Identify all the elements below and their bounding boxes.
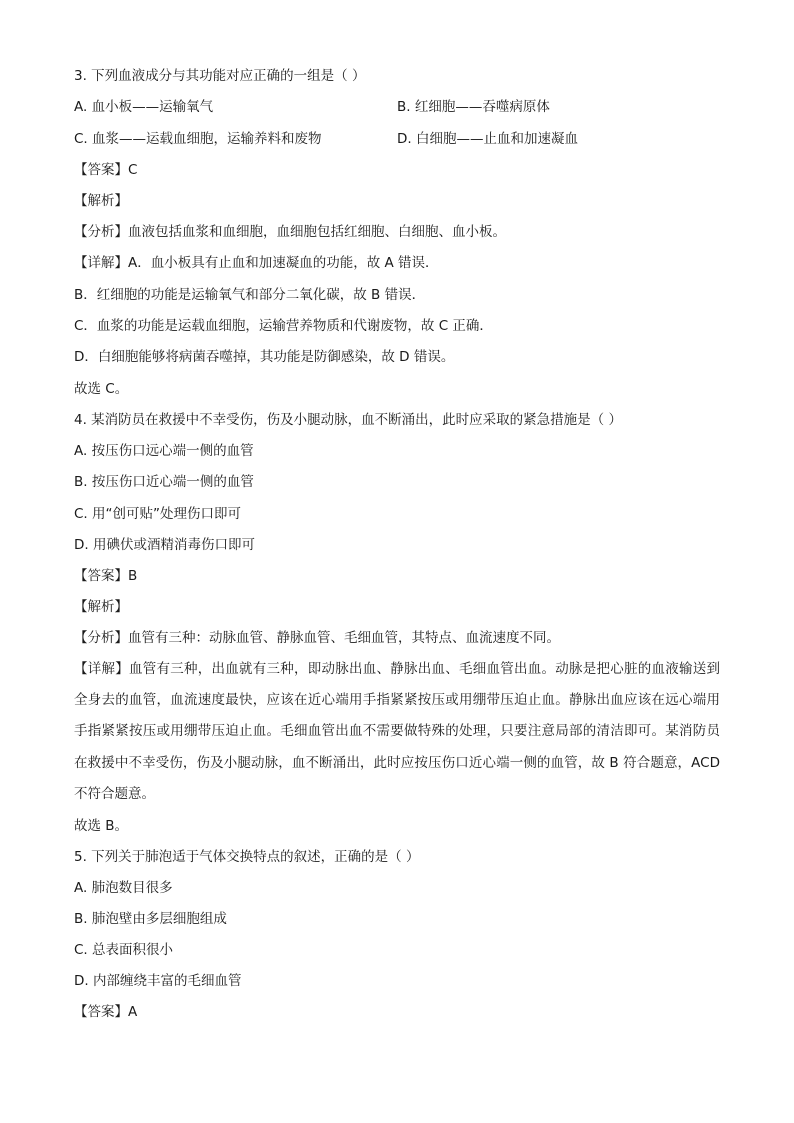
q5-option-c: C. 总表面积很小 [74,942,174,958]
q3-conclusion: 故选 C。 [74,381,129,397]
q3-option-c: C. 血浆——运载血细胞，运输养料和废物 [74,131,322,147]
q3-fenxi: 【分析】血液包括血浆和血细胞，血细胞包括红细胞、白细胞、血小板。 [74,224,506,240]
q4-conclusion: 故选 B。 [74,818,129,834]
q3-option-d: D. 白细胞——止血和加速凝血 [397,131,578,147]
q4-fenxi: 【分析】血管有三种：动脉血管、静脉血管、毛细血管，其特点、血流速度不同。 [74,630,560,646]
q5-answer: 【答案】A [74,1004,138,1020]
q4-stem: 4. 某消防员在救援中不幸受伤，伤及小腿动脉，血不断涌出，此时应采取的紧急措施是（ ） [74,412,622,428]
q4-option-d: D. 用碘伏或酒精消毒伤口即可 [74,537,255,553]
q3-xiangjie-4: D．白细胞能够将病菌吞噬掉，其功能是防御感染，故 D 错误。 [74,349,455,365]
q3-answer: 【答案】C [74,162,138,178]
q5-option-a: A. 肺泡数目很多 [74,880,173,896]
q4-option-b: B. 按压伤口近心端一侧的血管 [74,474,254,490]
q3-xiangjie-3: C．血浆的功能是运载血细胞，运输营养物质和代谢废物，故 C 正确． [74,318,493,334]
q3-xiangjie-2: B．红细胞的功能是运输氧气和部分二氧化碳，故 B 错误． [74,287,426,303]
q5-option-b: B. 肺泡壁由多层细胞组成 [74,911,227,927]
q4-option-c: C. 用“创可贴”处理伤口即可 [74,506,241,522]
q3-analysis-label: 【解析】 [74,193,128,209]
q4-option-a: A. 按压伤口远心端一侧的血管 [74,443,254,459]
q5-option-d: D. 内部缠绕丰富的毛细血管 [74,973,242,989]
q3-stem: 3. 下列血液成分与其功能对应正确的一组是（ ） [74,68,366,84]
q4-xiangjie: 【详解】血管有三种，出血就有三种，即动脉出血、静脉出血、毛细血管出血。动脉是把心脏的血液输送到全身去的血管，血流速度最快，应该在近心端用手指紧紧按压或用绷带压迫止血。静脉出血应该在远心端用手指紧紧按压或用绷带压迫止血。毛细血管出血不需要做特殊的处理，只要注意局部的清洁即可。某消防员在救援中不幸受伤，伤及小腿动脉，血不断涌出，此时应按压伤口近心端一侧的血管，故 B 符合题意，ACD 不符合题意。 [74,661,720,802]
q5-stem: 5. 下列关于肺泡适于气体交换特点的叙述，正确的是（ ） [74,849,420,865]
q4-answer: 【答案】B [74,568,138,584]
q3-option-a: A. 血小板——运输氧气 [74,99,214,115]
q3-option-b: B. 红细胞——吞噬病原体 [397,99,550,115]
q4-analysis-label: 【解析】 [74,599,128,615]
q3-xiangjie-1: 【详解】A．血小板具有止血和加速凝血的功能，故 A 错误． [74,255,439,271]
